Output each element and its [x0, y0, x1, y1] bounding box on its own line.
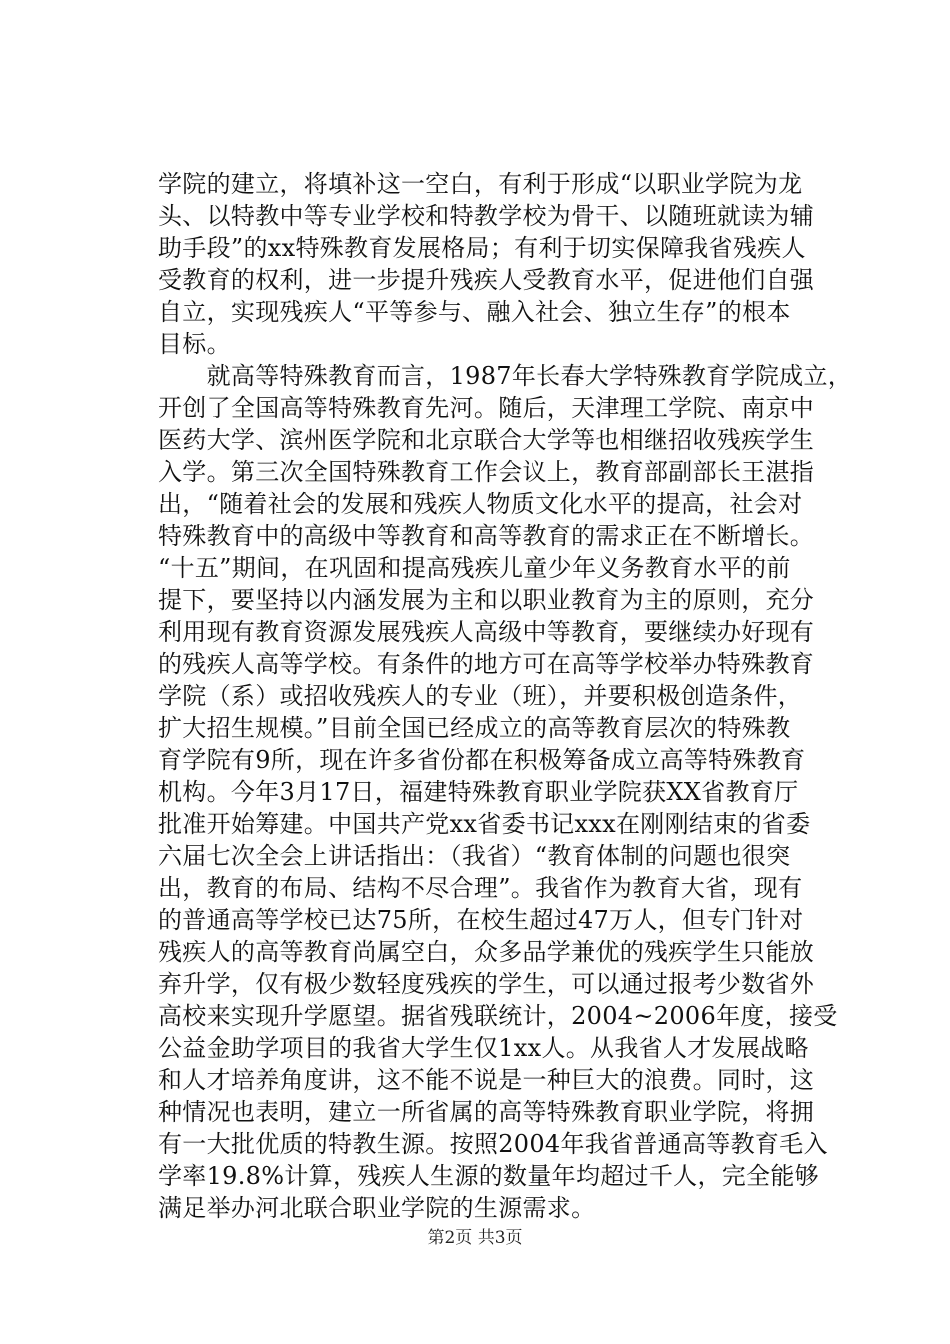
text-line: 公益金助学项目的我省大学生仅1xx人。从我省人才发展战略 [158, 1034, 809, 1062]
text-line: 就高等特殊教育而言，1987年长春大学特殊教育学院成立， [158, 362, 853, 390]
text-line: 特殊教育中的高级中等教育和高等教育的需求正在不断增长。 [158, 522, 815, 550]
text-line: 育学院有9所，现在许多省份都在积极筹备成立高等特殊教育 [158, 746, 806, 774]
text-line: 提下，要坚持以内涵发展为主和以职业教育为主的原则，充分 [158, 586, 815, 614]
text-line: 自立，实现残疾人“平等参与、融入社会、独立生存”的根本 [158, 298, 791, 326]
text-line: 和人才培养角度讲，这不能不说是一种巨大的浪费。同时，这 [158, 1066, 815, 1094]
text-line: 受教育的权利，进一步提升残疾人受教育水平，促进他们自强 [158, 266, 815, 294]
text-line: 开创了全国高等特殊教育先河。随后，天津理工学院、南京中 [158, 394, 815, 422]
text-line: 目标。 [158, 330, 231, 358]
text-line: 的残疾人高等学校。有条件的地方可在高等学校举办特殊教育 [158, 650, 815, 678]
text-line: 残疾人的高等教育尚属空白，众多品学兼优的残疾学生只能放 [158, 938, 815, 966]
text-line: 助手段”的xx特殊教育发展格局；有利于切实保障我省残疾人 [158, 234, 806, 262]
text-line: 的普通高等学校已达75所，在校生超过47万人，但专门针对 [158, 906, 804, 934]
document-body [158, 168, 853, 1224]
text-line: 利用现有教育资源发展残疾人高级中等教育，要继续办好现有 [158, 618, 815, 646]
text-line: 学院的建立，将填补这一空白，有利于形成“以职业学院为龙 [158, 170, 803, 198]
text-line: 出，“随着社会的发展和残疾人物质文化水平的提高，社会对 [158, 490, 803, 518]
page-number-label: 第2页 共3页 [427, 1228, 523, 1248]
text-line: 有一大批优质的特教生源。按照2004年我省普通高等教育毛入 [158, 1130, 828, 1158]
text-line: 满足举办河北联合职业学院的生源需求。 [158, 1194, 596, 1222]
text-line: 出，教育的布局、结构不尽合理”。我省作为教育大省，现有 [158, 874, 803, 902]
text-line: 高校来实现升学愿望。据省残联统计，2004~2006年度，接受 [158, 1002, 838, 1030]
text-line: 六届七次全会上讲话指出：（我省）“教育体制的问题也很突 [158, 842, 791, 870]
text-line: 入学。第三次全国特殊教育工作会议上，教育部副部长王湛指 [158, 458, 815, 486]
text-line: 批准开始筹建。中国共产党xx省委书记xxx在刚刚结束的省委 [158, 810, 811, 838]
text-line: “十五”期间，在巩固和提高残疾儿童少年义务教育水平的前 [158, 554, 791, 582]
text-line: 种情况也表明，建立一所省属的高等特殊教育职业学院，将拥 [158, 1098, 815, 1126]
text-line: 医药大学、滨州医学院和北京联合大学等也相继招收残疾学生 [158, 426, 815, 454]
text-line: 学率19.8%计算，残疾人生源的数量年均超过千人，完全能够 [158, 1162, 819, 1190]
text-line: 学院（系）或招收残疾人的专业（班），并要积极创造条件， [158, 682, 803, 710]
text-line: 头、以特教中等专业学校和特教学校为骨干、以随班就读为辅 [158, 202, 815, 230]
text-line: 扩大招生规模。”目前全国已经成立的高等教育层次的特殊教 [158, 714, 791, 742]
page-footer [0, 1226, 950, 1250]
text-line: 弃升学，仅有极少数轻度残疾的学生，可以通过报考少数省外 [158, 970, 815, 998]
text-line: 机构。今年3月17日，福建特殊教育职业学院获XX省教育厅 [158, 778, 799, 806]
